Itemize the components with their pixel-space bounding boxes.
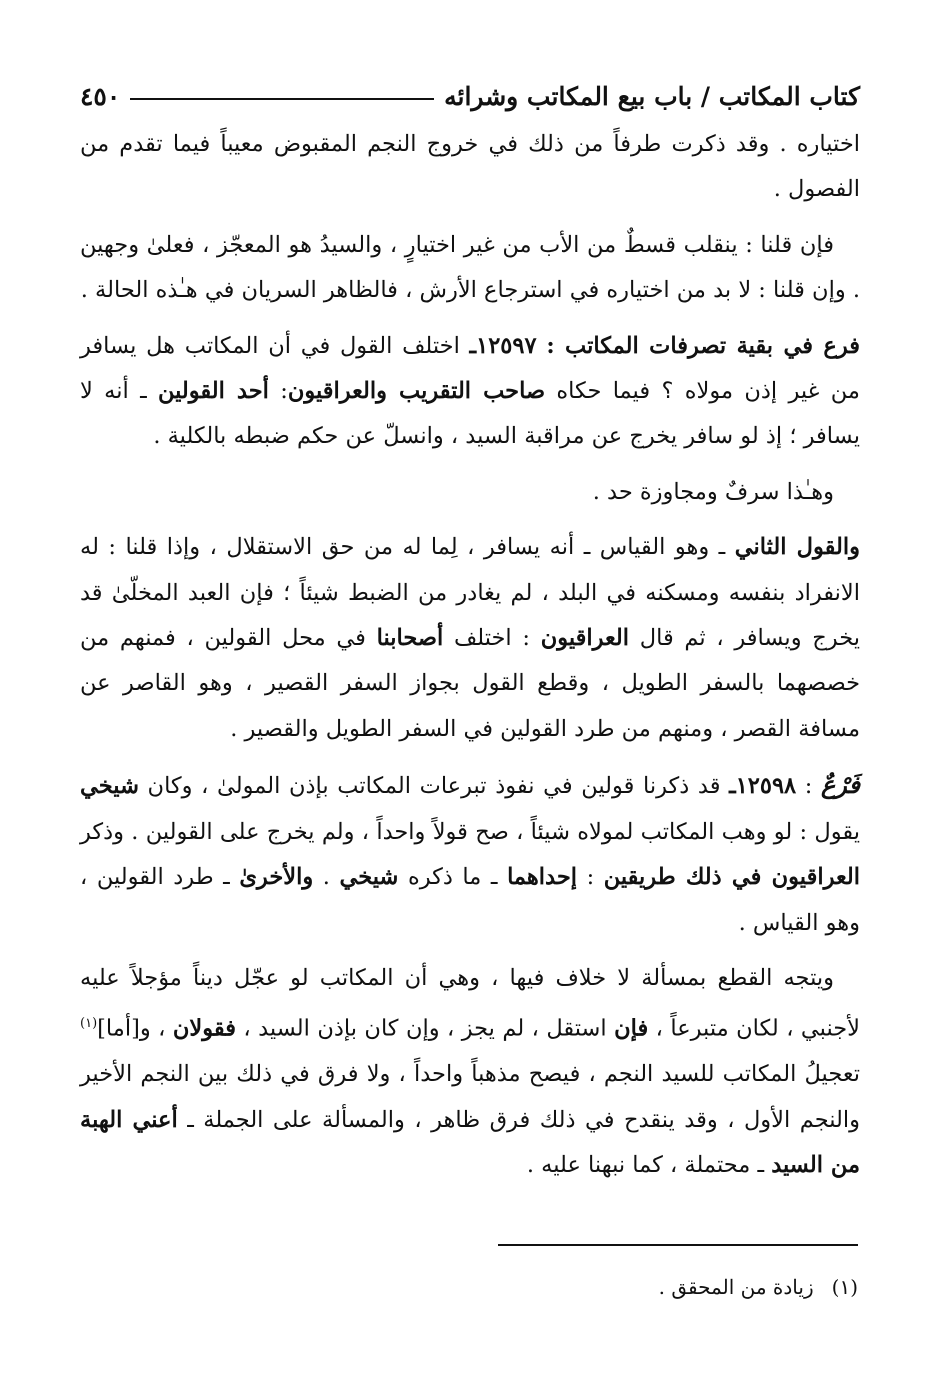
footnote-separator	[498, 1244, 858, 1246]
footnote-item	[80, 1272, 858, 1302]
main-text	[80, 122, 860, 1188]
paragraph-7: ويتجه القطع بمسألة لا خلاف فيها ، وهي أن المكاتب لو عجّل ديناً مؤجلاً عليه لأجنبي ، لكان متبرعاً ، فإن استقل ، لم يجز ، وإن كان بإذن السيد ، فقولان ، و[أما]$^{(١)}$ تعجيلُ المكاتب للسيد النجم ، فيصح مذهباً واحداً ، ولا فرق في ذلك بين النجم الأخير والنجم الأول ، وقد ينقدح في ذلك فرق ظاهر ، والمسألة على الجملة ـ أعني الهبة من السيد ـ محتملة ، كما نبهنا عليه .	[80, 964, 860, 1179]
issue-number: ١٢٥٩٧ـ	[469, 332, 537, 359]
footnote-text: زيادة من المحقق .	[658, 1275, 814, 1299]
paragraph-2: فإن قلنا : ينقلب قسطٌ من الأب من غير اختيارٍ ، والسيدُ هو المعجّز ، فعلىٰ وجهين . وإن قلنا : لا بد من اختياره في استرجاع الأرش ، فالظاهر السريان في هـٰذه الحالة .	[80, 231, 860, 304]
footnote-reference[interactable]: (١)	[80, 1016, 98, 1032]
header-rule	[130, 98, 434, 100]
paragraph-5: والقول الثاني ـ وهو القياس ـ أنه يسافر ، لِما له من حق الاستقلال ، وإذا قلنا : له الانفراد بنفسه ومسكنه في البلد ، لم يغادر من الضبط شيئاً ؛ فإن العبد المخلّىٰ قد يخرج ويسافر ، ثم قال العراقيون : اختلف أصحابنا في محل القولين ، فمنهم من خصصهما بالسفر الطويل ، وقطع القول بجواز السفر القصير ، وهو القاصر عن مسافة القصر ، ومنهم من طرد القولين في السفر الطويل والقصير .	[80, 534, 861, 742]
paragraph-1: اختياره . وقد ذكرت طرفاً من ذلك في خروج النجم المقبوض معيباً فيما تقدم من الفصول .	[80, 131, 861, 203]
page-number: ٤٥٠	[80, 81, 121, 111]
section-marker: فَرْعٌ	[820, 770, 860, 800]
footnotes	[80, 1272, 858, 1302]
page-header	[80, 76, 860, 116]
paragraph-6: فَرْعٌ : ١٢٥٩٨ـ قد ذكرنا قولين في نفوذ تبرعات المكاتب بإذن المولىٰ ، وكان شيخي يقول : لو وهب المكاتب لمولاه شيئاً ، صح قولاً واحداً ، ولم يخرج على القولين . وذكر العراقيون في ذلك طريقين : إحداهما ـ ما ذكره شيخي . والأخرىٰ ـ طرد القولين ، وهو القياس .	[80, 770, 860, 936]
paragraph-4: وهـٰذا سرفٌ ومجاوزة حد .	[592, 478, 834, 505]
running-head: كتاب المكاتب / باب بيع المكاتب وشرائه	[444, 81, 860, 111]
footnote-number: (١)	[831, 1275, 858, 1299]
section-heading: فرع في بقية تصرفات المكاتب :	[546, 332, 860, 359]
issue-number: ١٢٥٩٨ـ	[729, 773, 797, 800]
paragraph-3: فرع في بقية تصرفات المكاتب : ١٢٥٩٧ـ اختلف القول في أن المكاتب هل يسافر من غير إذن مولاه ؟ فيما حكاه صاحب التقريب والعراقيون: أحد القولين ـ أنه لا يسافر ؛ إذ لو سافر يخرج عن مراقبة السيد ، وانسلّ عن حكم ضبطه بالكلية .	[80, 332, 860, 450]
